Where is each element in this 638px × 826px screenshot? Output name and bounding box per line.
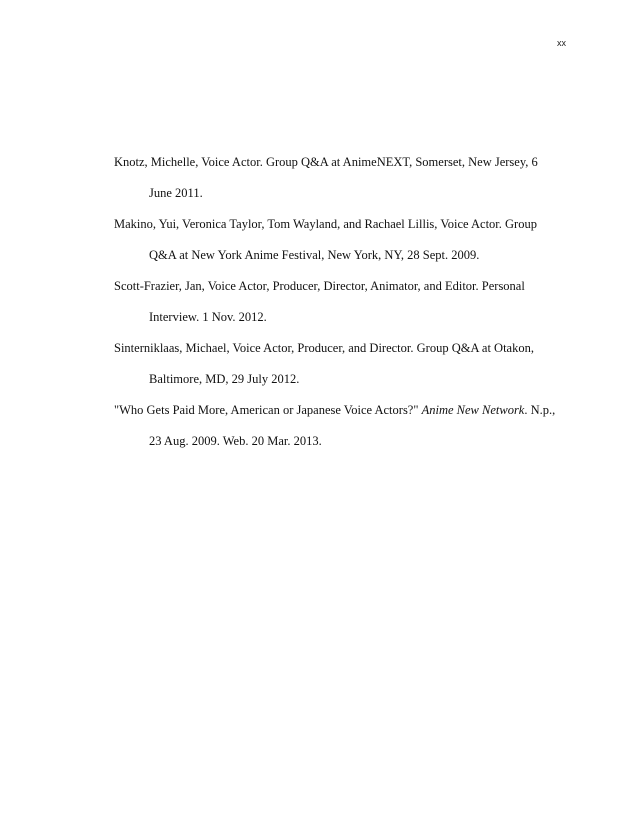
citation-scott-frazier — [114, 271, 574, 333]
citation-anime-news-network — [114, 395, 574, 457]
citation-line — [114, 395, 574, 426]
citation-line-continued: June 2011. — [149, 186, 203, 200]
citation-makino — [114, 209, 574, 271]
citation-publication-details: . N.p., — [524, 403, 556, 417]
citation-line: Sinterniklaas, Michael, Voice Actor, Producer, and Director. Group Q&A at Otakon, — [114, 341, 534, 355]
citation-article-title: "Who Gets Paid More, American or Japanese Voice Actors?" — [114, 403, 419, 417]
works-cited-list — [114, 147, 574, 457]
page-number: xx — [557, 38, 566, 48]
citation-sinterniklaas — [114, 333, 574, 395]
citation-line-continued: 23 Aug. 2009. Web. 20 Mar. 2013. — [149, 434, 322, 448]
citation-line: Makino, Yui, Veronica Taylor, Tom Wayland, and Rachael Lillis, Voice Actor. Group — [114, 217, 537, 231]
citation-line-continued: Interview. 1 Nov. 2012. — [149, 310, 267, 324]
citation-knotz — [114, 147, 574, 209]
citation-line-continued: Q&A at New York Anime Festival, New York, NY, 28 Sept. 2009. — [149, 248, 480, 262]
citation-publication-title: Anime New Network — [421, 403, 525, 417]
citation-line: Knotz, Michelle, Voice Actor. Group Q&A at AnimeNEXT, Somerset, New Jersey, 6 — [114, 155, 538, 169]
citation-line-continued: Baltimore, MD, 29 July 2012. — [149, 372, 300, 386]
citation-line: Scott-Frazier, Jan, Voice Actor, Producer, Director, Animator, and Editor. Personal — [114, 279, 525, 293]
